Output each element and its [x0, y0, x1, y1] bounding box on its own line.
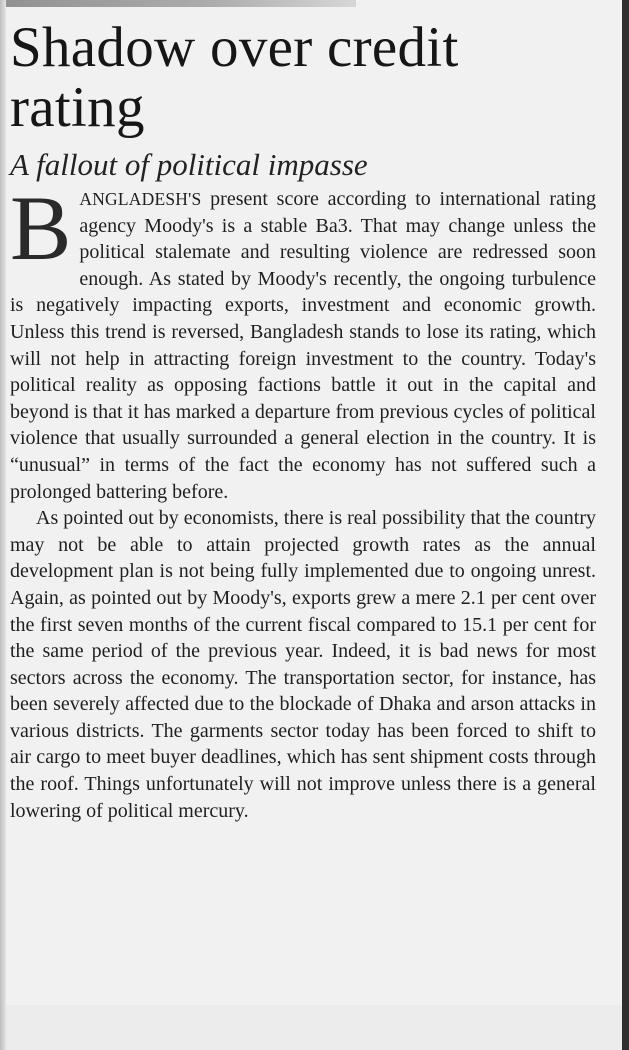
subheadline: A fallout of political impasse [10, 147, 368, 182]
lead-in-caps: ANGLADESH'S [79, 189, 202, 209]
drop-cap: B [10, 177, 72, 279]
paragraph-1 [10, 177, 596, 505]
editorial-article [10, 18, 596, 824]
left-page-edge [0, 0, 6, 1050]
headline: Shadow over credit rating [10, 16, 459, 139]
bottom-margin [6, 1005, 622, 1050]
paragraph-2: As pointed out by economists, there is real possibility that the country may not be able to attain projected growth rates as the annual development plan is not being fully implemented due to ongoing unrest. Again, as pointed out by Moody's, exports grew a mere 2.1 per cent over the first seven months of the current fiscal compared to 15.1 per cent for the same period of the previous year. Indeed, it is bad news for most sectors across the economy. The transportation sector, for instance, has been severely affected due to the blockade of Dhaka and arson attacks in various districts. The garments sector today has been forced to shift to air cargo to meet buyer deadlines, which has sent shipment costs through the roof. Things unfortunately will not improve unless there is a general lowering of political mercury. [10, 507, 596, 822]
paragraph-1-text: present score according to international rating agency Moody's is a stable Ba3. That may change unless the political stalemate and resulting violence are redressed soon enough. As stated by Moody's recently, the ongoing turbulence is negatively impacting exports, investment and economic growth. Unless this trend is reversed, Bangladesh stands to lose its rating, which will not help in attracting foreign investment to the country. Today's political reality as opposing factions battle it out in the capital and beyond is that it has marked a departure from previous cycles of political violence that usually surrounded a general election in the country. It is “unusual” in terms of the fact the economy has not suffered such a prolonged battering before. [10, 188, 596, 503]
right-column-rule [622, 0, 629, 1050]
top-cropped-strip [6, 0, 356, 7]
article-body [10, 177, 596, 824]
